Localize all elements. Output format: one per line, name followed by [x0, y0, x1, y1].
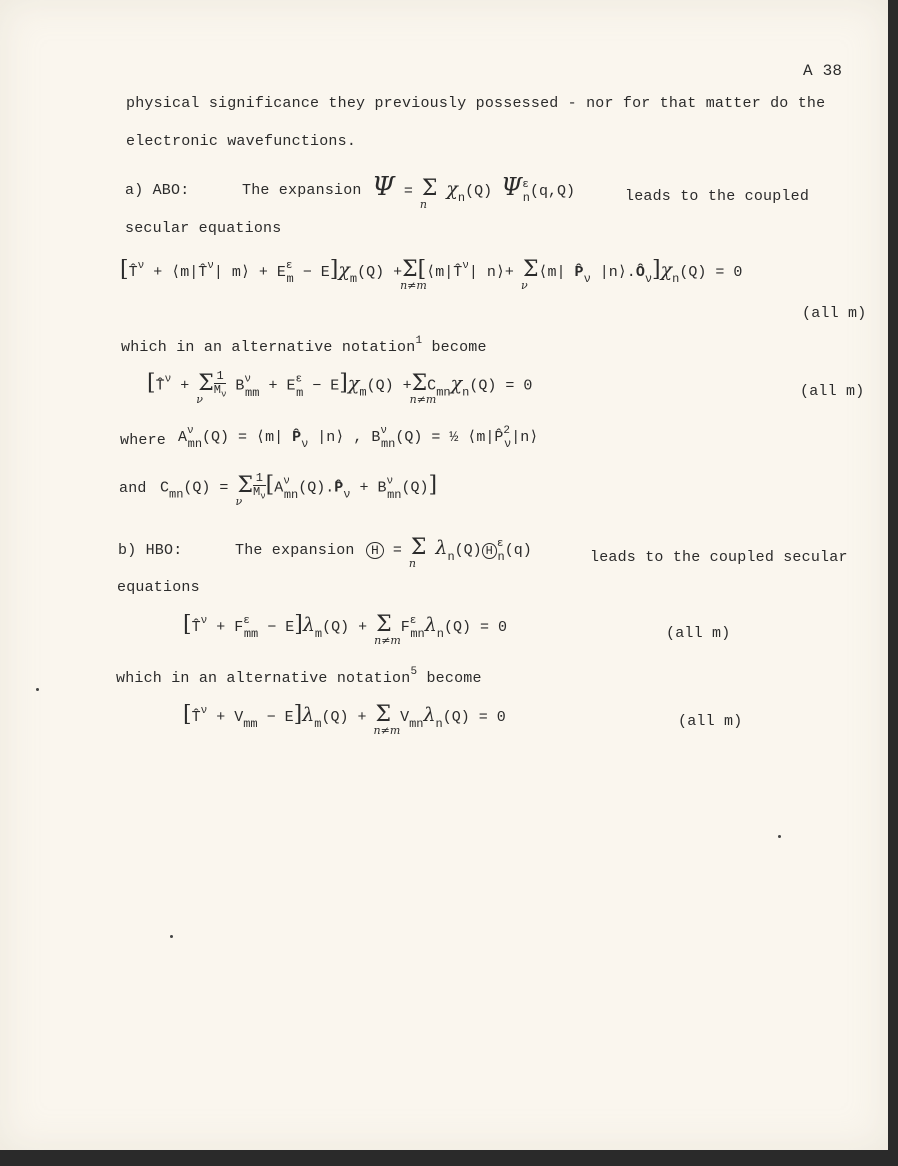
hbo-text-2: leads to the coupled secular [590, 549, 848, 566]
where-label: where [120, 432, 167, 449]
coupled-equation-1: [T̂$^\nu$ + ⟨m|T̂$^\nu$| m⟩ + $E^\varepsilon_m - E]\chi_m(Q) +\Sigma$ n≠m [⟨m|T̂$^\nu$| n⟩+ Σ ν ⟨m| $P̂_\nu$ $|n⟩.Ô_\nu]\chi_n(Q) = 0$ [120, 257, 743, 292]
all-m-label-3: (all m) [666, 625, 731, 642]
alt-notation-text-1a: which in an alternative notation [121, 339, 416, 356]
all-m-label-1: (all m) [802, 305, 867, 322]
footnote-ref-5: 5 [410, 666, 418, 678]
hbo-expansion-equation: H = Σ n $\lambda_n(Q)$ H $^\varepsilon_n$(q) [366, 535, 532, 564]
paper-speck [170, 935, 173, 938]
coupled-equation-4: [T̂$^\nu$ + $V_{mm} - E]\lambda_m(Q) + \Sigma$ n≠m $V_{mn}\lambda_n(Q) = 0$ [183, 702, 506, 737]
alt-notation-line-1 [121, 335, 487, 356]
definitions-a-b: $A^\nu_{mn}(Q)$ = ⟨m| $P̂_\nu$ |n⟩ , $B^\nu_{mn}(Q)$ = ½ ⟨m|P̂$^2_\nu$|n⟩ [178, 425, 539, 451]
page-number: A 38 [803, 62, 843, 80]
paper-speck [36, 688, 39, 691]
paper-speck [778, 835, 781, 838]
hbo-text-1: The expansion [235, 542, 355, 559]
and-label: and [119, 480, 147, 497]
coupled-equation-2: [T̂$^\nu$ + Σ ν $\frac{1}{M_\nu}$ $B^\nu_{mm} + E^\varepsilon_m - E]\chi_m(Q) +\Sigma$ n≠m $C_{mn}\chi_n(Q) = 0$ [147, 369, 533, 406]
definition-c: $C_{mn}(Q) = \Sigma$ ν $\frac{1}{M_\nu}$ $[A^\nu_{mn}(Q).P̂_\nu + B^\nu_{mn}(Q)]$ [160, 471, 438, 508]
abo-label: a) ABO: [125, 182, 190, 199]
alt-notation-text-2b: become [426, 670, 482, 687]
all-m-label-2: (all m) [800, 383, 865, 400]
text-line-equations: equations [117, 579, 200, 596]
alt-notation-text-1b: become [431, 339, 487, 356]
text-line-1: physical significance they previously possessed - nor for that matter do the [126, 95, 826, 112]
footnote-ref-1: 1 [415, 335, 423, 347]
abo-text-2: leads to the coupled [625, 188, 810, 205]
coupled-equation-3: [T̂$^\nu$ + $F^\varepsilon_{mm} - E]\lambda_m(Q) + \Sigma$ n≠m $F^\varepsilon_{mn}\lambda_n(Q) = 0$ [183, 612, 507, 647]
hbo-label: b) HBO: [118, 542, 183, 559]
abo-expansion-equation: Ψ = Σ n $\chi_n(Q)$ $\Psi^\varepsilon_n(q,Q)$ [372, 172, 576, 211]
abo-text-1: The expansion [242, 182, 362, 199]
alt-notation-line-2 [116, 666, 482, 687]
text-line-2: electronic wavefunctions. [126, 133, 357, 150]
text-line-secular: secular equations [125, 220, 282, 237]
alt-notation-text-2a: which in an alternative notation [116, 670, 411, 687]
all-m-label-4: (all m) [678, 713, 743, 730]
